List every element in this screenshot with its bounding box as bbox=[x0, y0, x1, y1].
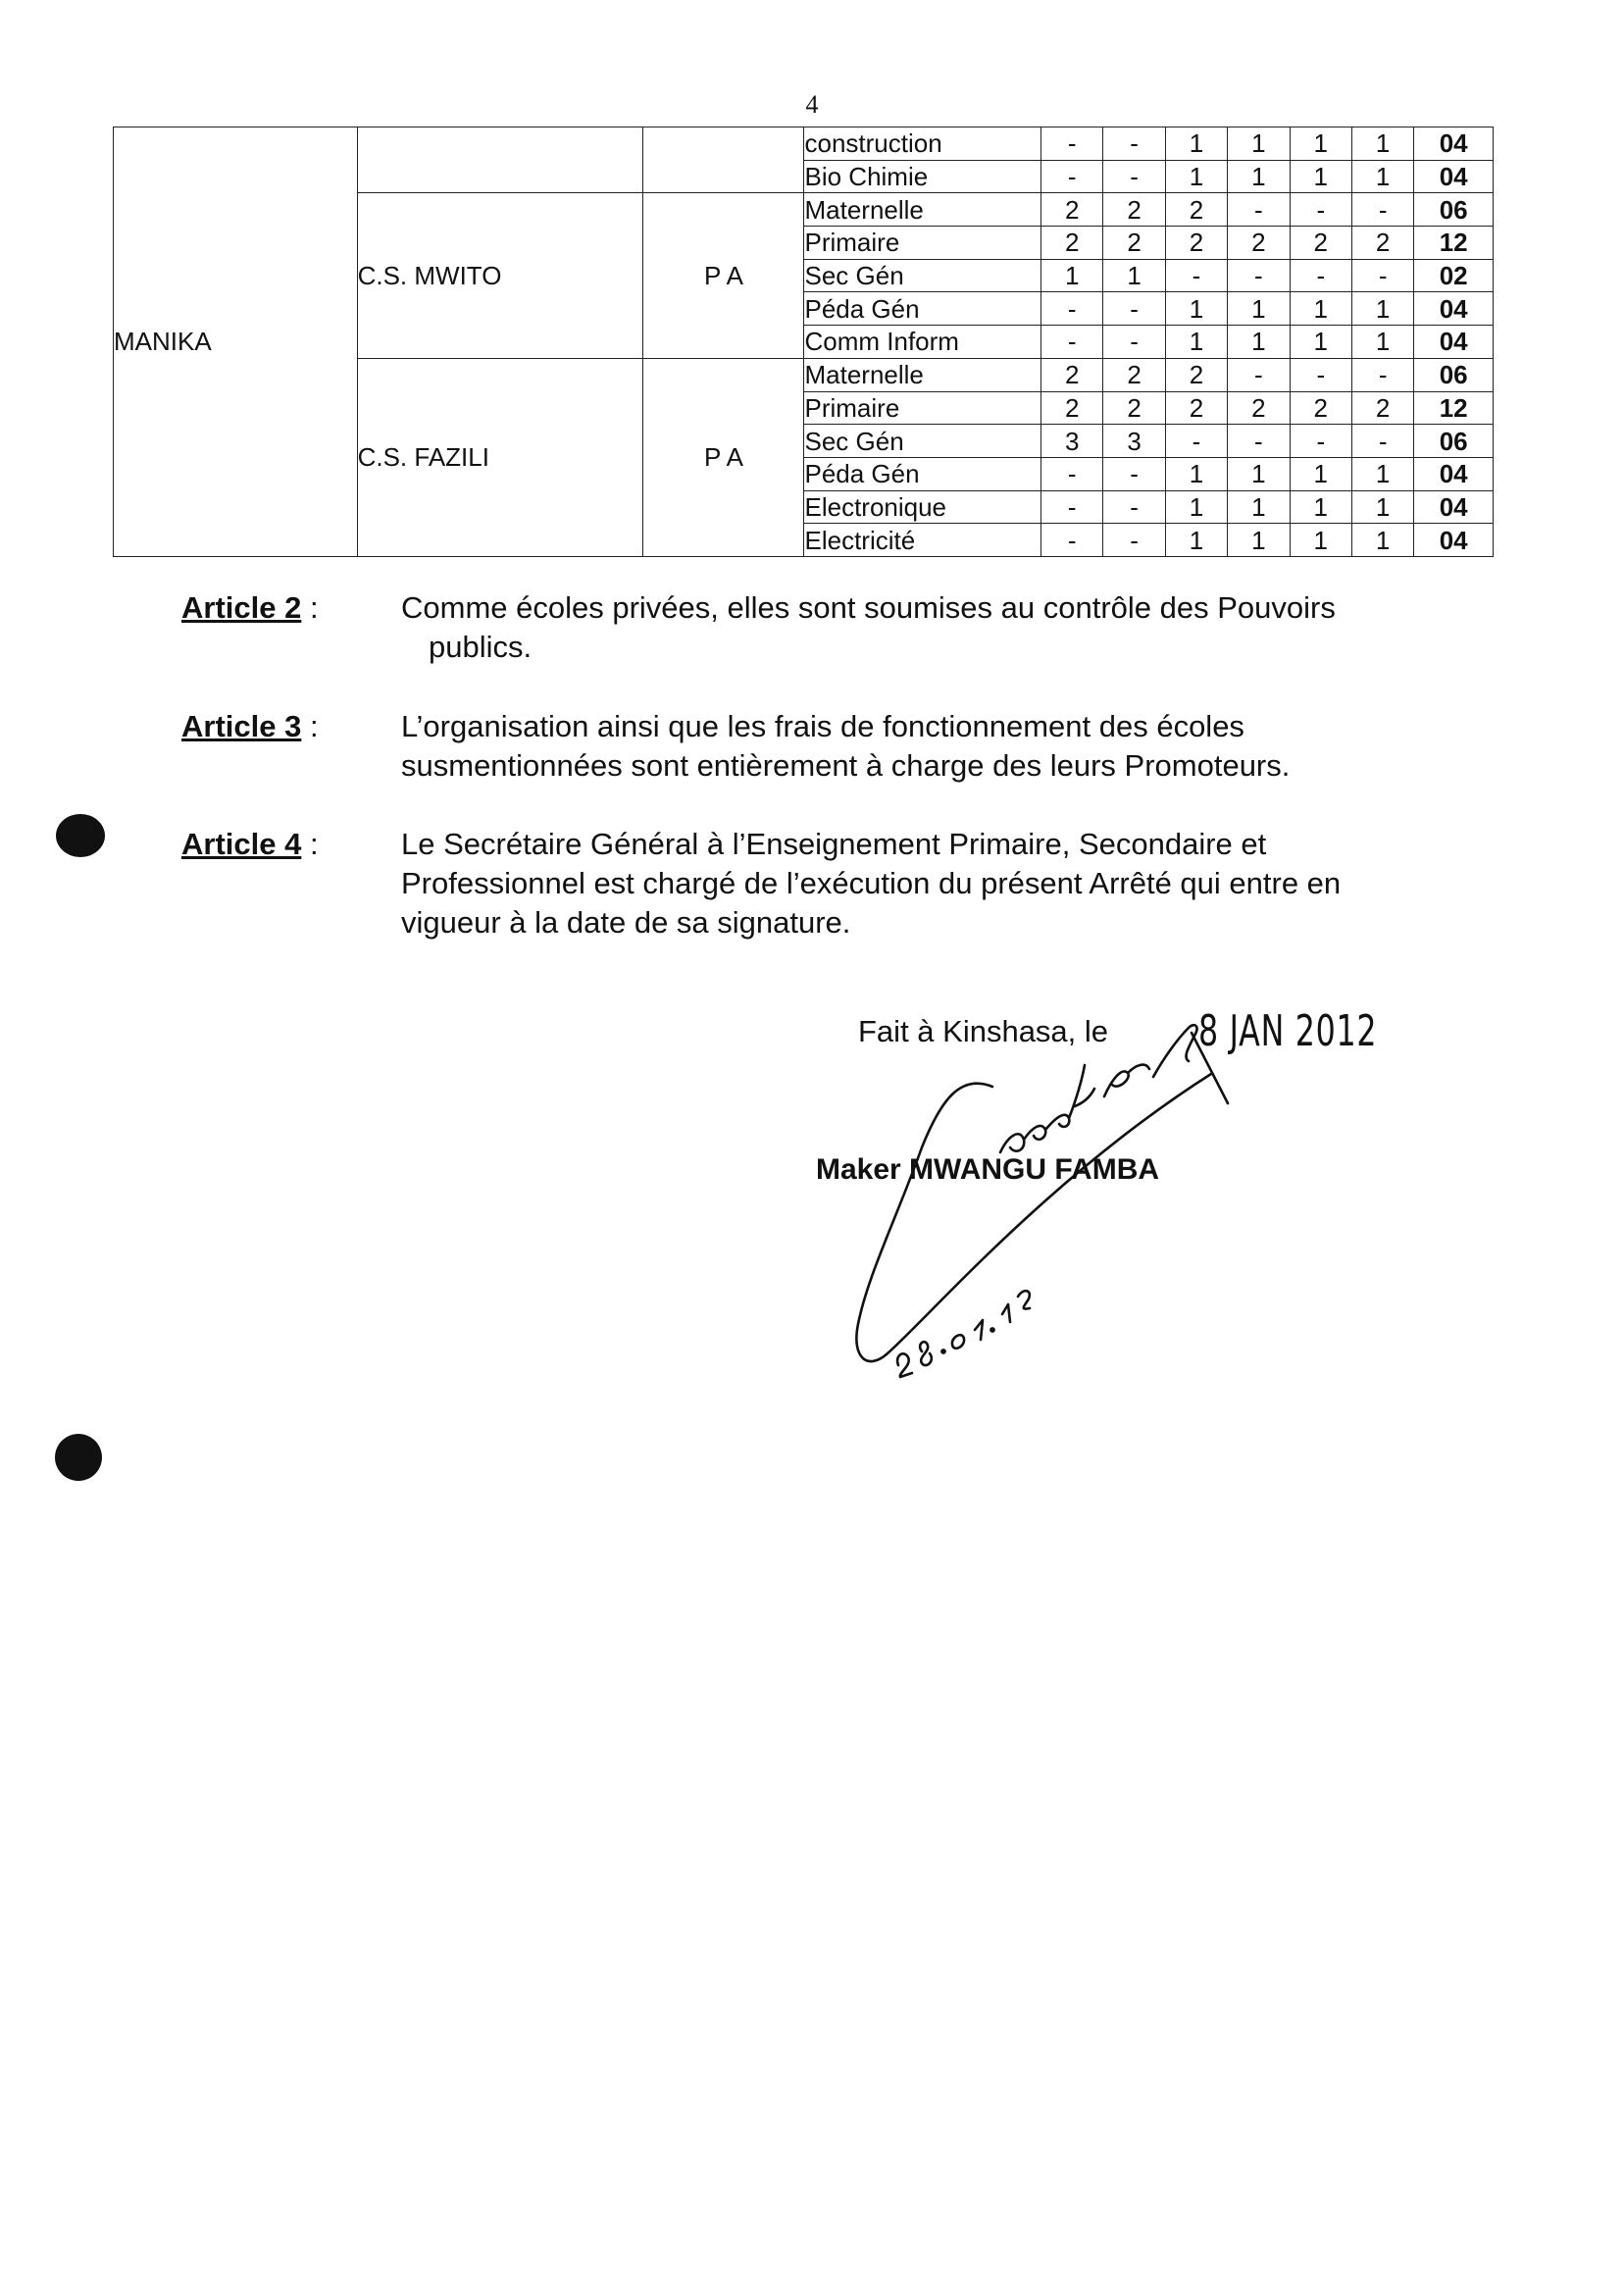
place-and-date-text: Fait à Kinshasa, le bbox=[858, 1014, 1109, 1048]
class-count-cell: - bbox=[1351, 259, 1413, 292]
class-count-cell: 1 bbox=[1351, 524, 1413, 557]
class-count-cell: 2 bbox=[1228, 227, 1290, 260]
class-count-cell: - bbox=[1041, 326, 1103, 359]
class-count-cell: 2 bbox=[1041, 358, 1103, 391]
option-cell: Primaire bbox=[804, 227, 1041, 260]
class-count-cell: 2 bbox=[1103, 358, 1165, 391]
total-cell: 06 bbox=[1414, 358, 1494, 391]
class-count-cell: 1 bbox=[1351, 292, 1413, 326]
class-count-cell: 1 bbox=[1165, 457, 1227, 490]
class-count-cell: - bbox=[1041, 292, 1103, 326]
total-cell: 06 bbox=[1414, 425, 1494, 458]
status-cell: P A bbox=[643, 193, 804, 358]
class-count-cell: - bbox=[1041, 457, 1103, 490]
class-count-cell: 1 bbox=[1165, 127, 1227, 161]
class-count-cell: 1 bbox=[1351, 457, 1413, 490]
option-cell: Péda Gén bbox=[804, 457, 1041, 490]
class-count-cell: 3 bbox=[1103, 425, 1165, 458]
class-count-cell: 2 bbox=[1351, 391, 1413, 425]
class-count-cell: 2 bbox=[1103, 391, 1165, 425]
class-count-cell: 1 bbox=[1165, 490, 1227, 524]
total-cell: 06 bbox=[1414, 193, 1494, 227]
class-count-cell: - bbox=[1041, 127, 1103, 161]
date-stamp: 8 JAN 2012 bbox=[1198, 1006, 1378, 1056]
page-number: 4 bbox=[805, 90, 819, 119]
article-label: Article 3 : bbox=[181, 709, 319, 743]
option-cell: construction bbox=[804, 127, 1041, 161]
class-count-cell: 1 bbox=[1103, 259, 1165, 292]
class-count-cell: 2 bbox=[1165, 227, 1227, 260]
class-count-cell: - bbox=[1290, 193, 1351, 227]
class-count-cell: - bbox=[1103, 292, 1165, 326]
class-count-cell: 2 bbox=[1103, 227, 1165, 260]
class-count-cell: - bbox=[1103, 127, 1165, 161]
total-cell: 04 bbox=[1414, 160, 1494, 193]
article-line: susmentionnées sont entièrement à charge des leurs Promoteurs. bbox=[401, 748, 1291, 783]
total-cell: 04 bbox=[1414, 326, 1494, 359]
option-cell: Electricité bbox=[804, 524, 1041, 557]
class-count-cell: 1 bbox=[1228, 490, 1290, 524]
ink-blot bbox=[55, 1434, 102, 1481]
class-count-cell: - bbox=[1165, 259, 1227, 292]
option-cell: Sec Gén bbox=[804, 425, 1041, 458]
class-count-cell: 1 bbox=[1228, 292, 1290, 326]
class-count-cell: - bbox=[1103, 160, 1165, 193]
class-count-cell: 1 bbox=[1290, 490, 1351, 524]
class-count-cell: 1 bbox=[1228, 160, 1290, 193]
minister-name: Maker MWANGU FAMBA bbox=[816, 1153, 1160, 1186]
total-cell: 12 bbox=[1414, 227, 1494, 260]
article-line: L’organisation ainsi que les frais de fonctionnement des écoles bbox=[401, 709, 1244, 743]
location-cell: MANIKA bbox=[114, 127, 358, 557]
article-label: Article 2 : bbox=[181, 590, 319, 625]
class-count-cell: - bbox=[1228, 259, 1290, 292]
class-count-cell: 1 bbox=[1165, 292, 1227, 326]
class-count-cell: 2 bbox=[1351, 227, 1413, 260]
class-count-cell: 1 bbox=[1228, 457, 1290, 490]
class-count-cell: 1 bbox=[1290, 292, 1351, 326]
class-count-cell: - bbox=[1290, 425, 1351, 458]
class-count-cell: 1 bbox=[1228, 127, 1290, 161]
class-count-cell: 1 bbox=[1351, 490, 1413, 524]
class-count-cell: 2 bbox=[1290, 391, 1351, 425]
total-cell: 04 bbox=[1414, 292, 1494, 326]
total-cell: 12 bbox=[1414, 391, 1494, 425]
class-count-cell: 2 bbox=[1165, 391, 1227, 425]
ink-blot bbox=[56, 814, 105, 857]
class-count-cell: 1 bbox=[1228, 326, 1290, 359]
class-count-cell: - bbox=[1228, 358, 1290, 391]
class-count-cell: 2 bbox=[1290, 227, 1351, 260]
class-count-cell: - bbox=[1103, 490, 1165, 524]
class-count-cell: 1 bbox=[1290, 127, 1351, 161]
option-cell: Primaire bbox=[804, 391, 1041, 425]
class-count-cell: 1 bbox=[1351, 160, 1413, 193]
option-cell: Electronique bbox=[804, 490, 1041, 524]
class-count-cell: 1 bbox=[1228, 524, 1290, 557]
total-cell: 02 bbox=[1414, 259, 1494, 292]
article-line: vigueur à la date de sa signature. bbox=[401, 905, 851, 940]
total-cell: 04 bbox=[1414, 524, 1494, 557]
class-count-cell: 1 bbox=[1290, 457, 1351, 490]
total-cell: 04 bbox=[1414, 490, 1494, 524]
article-line: Professionnel est chargé de l’exécution du présent Arrêté qui entre en bbox=[401, 866, 1342, 900]
article-line: Le Secrétaire Général à l’Enseignement Primaire, Secondaire et bbox=[401, 827, 1267, 861]
class-count-cell: - bbox=[1228, 425, 1290, 458]
option-cell: Péda Gén bbox=[804, 292, 1041, 326]
school-cell: C.S. MWITO bbox=[357, 193, 643, 358]
class-count-cell: - bbox=[1351, 425, 1413, 458]
option-cell: Sec Gén bbox=[804, 259, 1041, 292]
class-count-cell: 2 bbox=[1165, 358, 1227, 391]
total-cell: 04 bbox=[1414, 127, 1494, 161]
class-count-cell: - bbox=[1103, 457, 1165, 490]
class-count-cell: 2 bbox=[1103, 193, 1165, 227]
class-count-cell: 2 bbox=[1041, 227, 1103, 260]
class-count-cell: 1 bbox=[1351, 127, 1413, 161]
option-cell: Maternelle bbox=[804, 193, 1041, 227]
total-cell: 04 bbox=[1414, 457, 1494, 490]
article-label: Article 4 : bbox=[181, 827, 319, 861]
class-count-cell: - bbox=[1103, 524, 1165, 557]
class-count-cell: 1 bbox=[1290, 160, 1351, 193]
class-count-cell: - bbox=[1351, 358, 1413, 391]
class-count-cell: - bbox=[1290, 358, 1351, 391]
status-cell: P A bbox=[643, 358, 804, 556]
class-count-cell: 1 bbox=[1165, 160, 1227, 193]
class-count-cell: 1 bbox=[1165, 326, 1227, 359]
class-count-cell: - bbox=[1041, 524, 1103, 557]
option-cell: Bio Chimie bbox=[804, 160, 1041, 193]
class-count-cell: - bbox=[1103, 326, 1165, 359]
class-count-cell: - bbox=[1290, 259, 1351, 292]
class-count-cell: 1 bbox=[1165, 524, 1227, 557]
option-cell: Comm Inform bbox=[804, 326, 1041, 359]
class-count-cell: 2 bbox=[1041, 391, 1103, 425]
class-count-cell: 2 bbox=[1041, 193, 1103, 227]
class-count-cell: 2 bbox=[1228, 391, 1290, 425]
school-cell: C.S. FAZILI bbox=[357, 358, 643, 556]
class-count-cell: - bbox=[1165, 425, 1227, 458]
article-line: Comme écoles privées, elles sont soumises au contrôle des Pouvoirs bbox=[401, 590, 1336, 625]
article-line: publics. bbox=[429, 630, 533, 664]
class-count-cell: 2 bbox=[1165, 193, 1227, 227]
class-count-cell: 1 bbox=[1041, 259, 1103, 292]
class-count-cell: - bbox=[1228, 193, 1290, 227]
option-cell: Maternelle bbox=[804, 358, 1041, 391]
class-count-cell: 1 bbox=[1351, 326, 1413, 359]
class-count-cell: 1 bbox=[1290, 524, 1351, 557]
class-count-cell: - bbox=[1351, 193, 1413, 227]
class-count-cell: 1 bbox=[1290, 326, 1351, 359]
class-count-cell: 3 bbox=[1041, 425, 1103, 458]
class-count-cell: - bbox=[1041, 160, 1103, 193]
class-count-cell: - bbox=[1041, 490, 1103, 524]
